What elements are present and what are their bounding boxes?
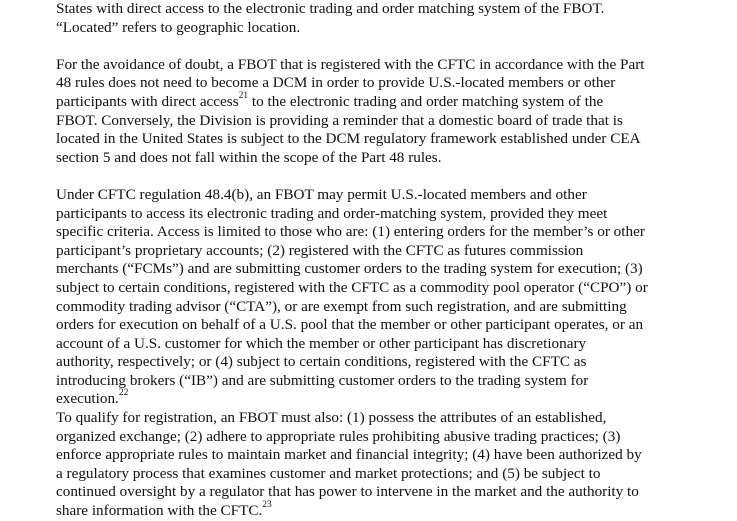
- text-run: authority, respectively; or (4) subject to certain conditions, registered with the CFTC as: [56, 353, 587, 371]
- text-run: participants to access its electronic trading and order-matching system, provided they meet: [56, 204, 608, 222]
- text-run: FBOT. Conversely, the Division is providing a reminder that a domestic board of trade that is: [56, 111, 623, 129]
- text-run: enforce appropriate rules to maintain market and financial integrity; (4) have been authorized by: [56, 446, 642, 464]
- text-run: 48 rules does not need to become a DCM in order to provide U.S.-located members or other: [56, 74, 616, 92]
- text-run: To qualify for registration, an FBOT must also: (1) possess the attributes of an established,: [56, 409, 607, 427]
- text-run: participant’s proprietary accounts; (2) registered with the CFTC as futures commission: [56, 241, 584, 259]
- text-line: [56, 112, 696, 131]
- document-page: [56, 0, 696, 521]
- text-run: merchants (“FCMs”) and are submitting customer orders to the trading system for execution; (3): [56, 260, 643, 278]
- text-line: [56, 279, 696, 298]
- text-run: States with direct access to the electronic trading and order matching system of the FBOT.: [56, 0, 605, 17]
- text-run: account of a U.S. customer for which the member or other participant has discretionary: [56, 334, 587, 352]
- text-run: Under CFTC regulation 48.4(b), an FBOT may permit U.S.-located members and other: [56, 185, 587, 203]
- text-line: [56, 90, 696, 112]
- text-line: [56, 409, 696, 428]
- text-line: [56, 19, 696, 38]
- text-line: [56, 446, 696, 465]
- text-run: subject to certain conditions, registered with the CFTC as a commodity pool operator (“CPO”) or: [56, 278, 648, 296]
- text-line: [56, 483, 696, 502]
- text-run: section 5 and does not fall within the scope of the Part 48 rules.: [56, 148, 442, 166]
- footnote-marker: 23: [262, 499, 272, 510]
- text-line: [56, 335, 696, 354]
- text-line: [56, 298, 696, 317]
- text-line: [56, 130, 696, 149]
- text-run: commodity trading advisor (“CTA”), or are exempt from such registration, and are submitting: [56, 297, 627, 315]
- text-run: specific criteria. Access is limited to those who are: (1) entering orders for the member’s or other: [56, 223, 645, 241]
- paragraph-spacer: [56, 37, 696, 56]
- paragraph: [56, 409, 696, 521]
- text-line: [56, 465, 696, 484]
- text-run: introducing brokers (“IB”) and are submitting customer orders to the trading system for: [56, 371, 589, 389]
- text-line: [56, 242, 696, 261]
- text-line: [56, 149, 696, 168]
- text-line: [56, 74, 696, 93]
- footnote-marker: 21: [238, 90, 249, 101]
- text-line: [56, 499, 696, 521]
- text-line: [56, 428, 696, 447]
- text-line: [56, 205, 696, 224]
- text-line: [56, 390, 696, 409]
- text-line: [56, 56, 696, 75]
- text-run: “Located” refers to geographic location.: [56, 18, 301, 36]
- paragraph-spacer: [56, 167, 696, 186]
- text-run: located in the United States is subject to the DCM regulatory framework established under CEA: [56, 130, 641, 148]
- paragraph: [56, 0, 696, 37]
- text-line: [56, 372, 696, 391]
- text-line: [56, 316, 696, 335]
- text-line: [56, 353, 696, 372]
- text-run: organized exchange; (2) adhere to appropriate rules prohibiting abusive trading practices; (3): [56, 427, 621, 445]
- text-run: orders for execution on behalf of a U.S. pool that the member or other participant operates, or an: [56, 316, 644, 334]
- paragraph: [56, 56, 696, 168]
- text-run: share information with the CFTC.: [56, 502, 263, 520]
- text-run: participants with direct access: [56, 92, 239, 110]
- footnote-marker: 22: [118, 388, 129, 399]
- text-line: [56, 260, 696, 279]
- text-line: [56, 186, 696, 205]
- text-run: For the avoidance of doubt, a FBOT that is registered with the CFTC in accordance with the Part: [56, 55, 645, 73]
- text-line: [56, 223, 696, 242]
- text-run: to the electronic trading and order matching system of the: [248, 92, 604, 110]
- text-run: continued oversight by a regulator that has power to intervene in the market and the authority to: [56, 483, 639, 501]
- text-run: execution.: [56, 390, 119, 408]
- text-line: [56, 0, 696, 19]
- text-run: a regulatory process that examines customer and market protections; and (5) be subject to: [56, 464, 601, 482]
- paragraph: [56, 186, 696, 409]
